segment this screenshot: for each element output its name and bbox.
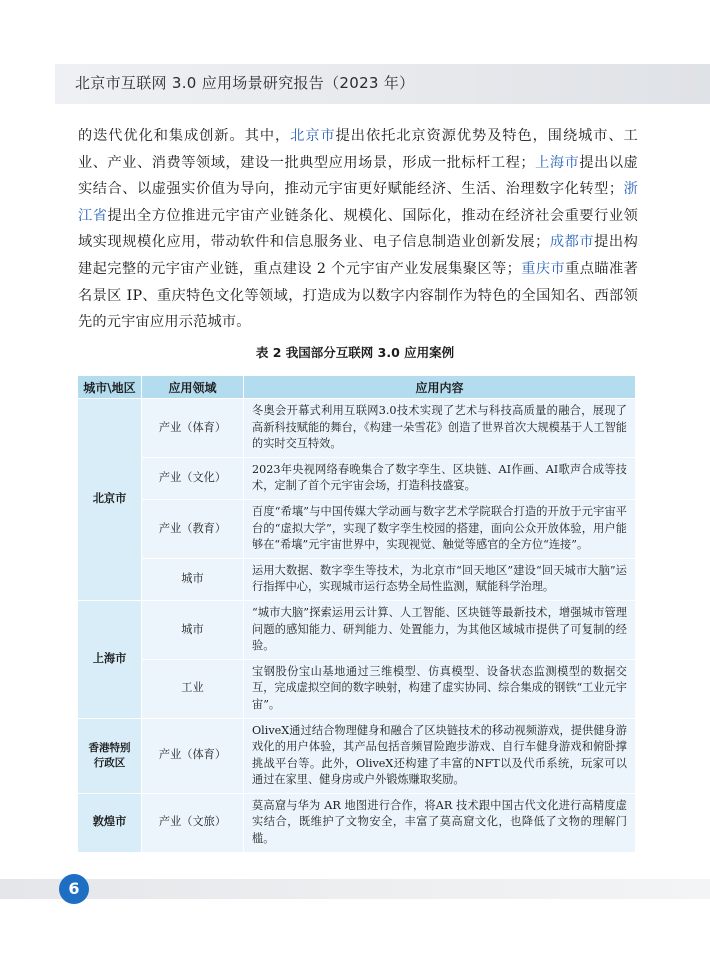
column-header-city: 城市\地区 — [78, 376, 142, 399]
city-cell: 香港特别行政区 — [78, 718, 142, 793]
table-caption: 表 2 我国部分互联网 3.0 应用案例 — [255, 345, 455, 360]
content-cell: 百度“希壤”与中国传媒大学动画与数字艺术学院联合打造的开放于元宇宙平台的“虚拟大学”，实现了数字孪生校园的搭建，面向公众开放体验，用户能够在“希壤”元宇宙世界中，实现视觉、触觉等感官的全方位“连接”。 — [244, 499, 636, 558]
content-cell: 宝钢股份宝山基地通过三维模型、仿真模型、设备状态监测模型的数据交互，完成虚拟空间的数字映射，构建了虚实协同、综合集成的钢铁“工业元宇宙”。 — [244, 659, 636, 718]
field-cell: 工业 — [142, 659, 244, 718]
text-segment: 提出全方位推进元宇宙产业链条化、规模化、国际化，推动在经济社会重要行业领域实现规模化应用，带动软件和信息服务业、电子信息制造业创新发展； — [78, 207, 639, 251]
table-row — [78, 399, 636, 458]
table-row — [78, 659, 636, 718]
field-cell: 产业（教育） — [142, 499, 244, 558]
table-row — [78, 558, 636, 600]
content-cell: 莫高窟与华为 AR 地图进行合作，将AR 技术跟中国古代文化进行高精度虚实结合，既维护了文物安全，丰富了莫高窟文化，也降低了文物的理解门槛。 — [244, 793, 636, 852]
table-row — [78, 793, 636, 852]
text-segment: 提出以虚实结合、以虚强实价值为导向，推动元宇宙更好赋能经济、生活、治理数字化转型； — [78, 154, 639, 198]
footer-band — [0, 879, 710, 899]
column-header-field: 应用领域 — [142, 376, 244, 399]
city-cell: 敦煌市 — [78, 793, 142, 852]
table-row — [78, 457, 636, 499]
city-zhejiang: 浙江省 — [78, 181, 638, 224]
body-paragraph — [78, 123, 638, 336]
city-cell: 北京市 — [78, 399, 142, 601]
content-cell: “城市大脑”探索运用云计算、人工智能、区块链等最新技术，增强城市管理问题的感知能力、研判能力、处置能力，为其他区域城市提供了可复制的经验。 — [244, 600, 636, 659]
content-cell: 冬奥会开幕式利用互联网3.0技术实现了艺术与科技高质量的融合，展现了高新科技赋能的舞台，《构建一朵雪花》创造了世界首次大规模基于人工智能的实时交互特效。 — [244, 399, 636, 458]
application-cases-table — [77, 375, 636, 853]
content-cell: 运用大数据、数字孪生等技术，为北京市“回天地区”建设“回天城市大脑”运行指挥中心，实现城市运行态势全局性监测，赋能科学治理。 — [244, 558, 636, 600]
table-row — [78, 718, 636, 793]
text-segment: 提出依托北京资源优势及特色，围绕城市、工业、产业、消费等领域，建设一批典型应用场景，形成一批标杆工程； — [78, 128, 638, 171]
field-cell: 产业（文化） — [142, 457, 244, 499]
city-chongqing: 重庆市 — [520, 260, 566, 277]
table-row — [78, 600, 636, 659]
running-header: 北京市互联网 3.0 应用场景研究报告（2023 年） — [75, 74, 415, 92]
city-cell: 上海市 — [78, 600, 142, 718]
field-cell: 城市 — [142, 600, 244, 659]
table-header-row — [78, 376, 636, 399]
field-cell: 产业（文旅） — [142, 793, 244, 852]
city-beijing: 北京市 — [290, 128, 336, 144]
text-segment: 的迭代优化和集成创新。其中， — [78, 128, 291, 144]
text-segment: 重点瞄准著名景区 IP、重庆特色文化等领域，打造成为以数字内容制作为特色的全国知名、西部领先的元宇宙应用示范城市。 — [78, 260, 638, 331]
content-cell: 2023年央视网络春晚集合了数字孪生、区块链、AI作画、AI歌声合成等技术，定制了首个元宇宙会场，打造科技盛宴。 — [244, 457, 636, 499]
field-cell: 产业（体育） — [142, 399, 244, 458]
field-cell: 产业（体育） — [142, 718, 244, 793]
text-segment: 提出构建起完整的元宇宙产业链，重点建设 2 个元宇宙产业发展集聚区等； — [78, 234, 639, 277]
field-cell: 城市 — [142, 558, 244, 600]
city-shanghai: 上海市 — [534, 154, 580, 171]
content-cell: OliveX通过结合物理健身和融合了区块链技术的移动视频游戏，提供健身游戏化的用户体验，其产品包括音频冒险跑步游戏、自行车健身游戏和俯卧撑挑战平台等。此外，OliveX还构建了丰富的NFT以及代币系统，玩家可以通过在家里、健身房或户外锻炼赚取奖励。 — [244, 718, 636, 793]
table-row — [78, 499, 636, 558]
page-number: 6 — [59, 874, 89, 904]
city-chengdu: 成都市 — [549, 234, 595, 251]
column-header-content: 应用内容 — [244, 376, 636, 399]
